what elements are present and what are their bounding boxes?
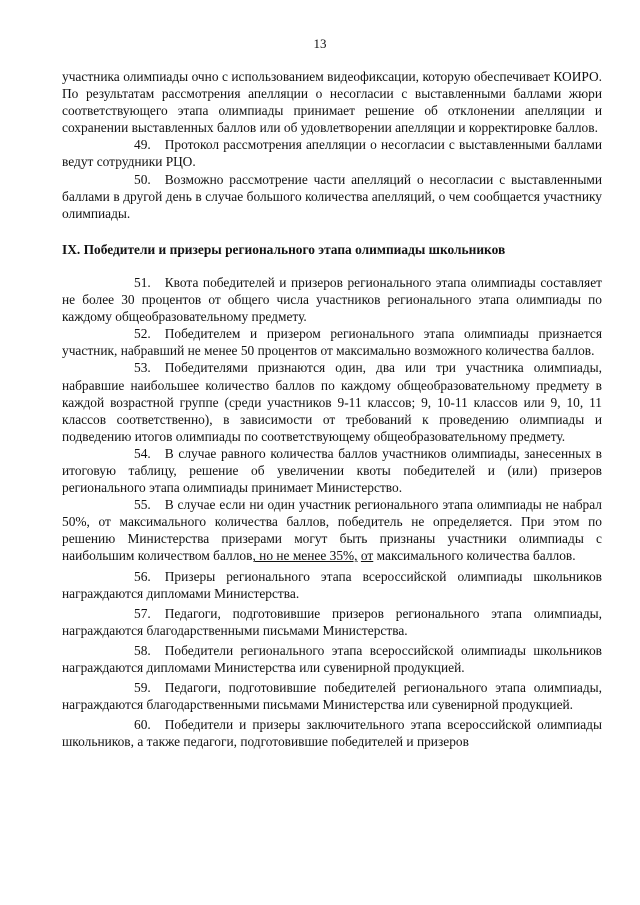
item-51: [62, 274, 602, 325]
item-text: Педагоги, подготовившие победителей регионального этапа олимпиады, награждаются благодарственными письмами Министерства или сувенирной продукцией.: [62, 680, 602, 713]
item-number: 49.: [134, 137, 151, 153]
item-54: [62, 445, 602, 496]
item-text: Призеры регионального этапа всероссийской олимпиады школьников награждаются дипломами Министерства.: [62, 568, 602, 601]
item-number: 58.: [134, 642, 151, 658]
item-57: [62, 605, 602, 639]
item-number: 54.: [134, 445, 151, 461]
item-text: Победителями признаются один, два или три участника олимпиады, набравшие наибольшее количество баллов по каждому общеобразовательному предмету в каждой возрастной группе (среди участников 9-11 классов; 9, 10-11 классов или 9, 10, 11 классов соответственно), в зависимости от требований к проведению олимпиады и подведению итогов олимпиады по соответствующему общеобразовательному предмету.: [62, 360, 602, 444]
item-number: 52.: [134, 326, 151, 342]
item-number: 55.: [134, 497, 151, 513]
item-text: В случае если ни один участник регионального этапа олимпиады не набрал 50%, от максимального количества баллов, победитель не определяется. При этом по решению Министерства призерами могут быть признаны участники олимпиады с наибольшим количеством баллов: [62, 497, 602, 564]
item-text: Квота победителей и призеров регионального этапа олимпиады составляет не более 30 процентов от общего числа участников регионального этапа олимпиады по каждому общеобразовательному предмету.: [62, 274, 602, 325]
item-number: 53.: [134, 360, 151, 376]
item-text: максимального количества баллов.: [373, 548, 576, 564]
item-56: [62, 568, 602, 602]
underlined-text: от: [360, 548, 374, 564]
item-text: Победители и призеры заключительного этапа всероссийской олимпиады школьников, а также педагоги, подготовившие победителей и призеров: [62, 717, 602, 750]
item-text: В случае равного количества баллов участников олимпиады, занесенных в итоговую таблицу, решение об увеличении квоты победителей и (или) призеров регионального этапа олимпиады принимает Министерство.: [62, 445, 602, 496]
page-number: 13: [313, 36, 327, 51]
item-55: [62, 496, 602, 564]
item-text: Победители регионального этапа всероссийской олимпиады школьников награждаются дипломами Министерства или сувенирной продукцией.: [62, 642, 602, 675]
item-text: Протокол рассмотрения апелляции о несогласии с выставленными баллами ведут сотрудники РЦО.: [62, 137, 602, 170]
item-text: Педагоги, подготовившие призеров регионального этапа олимпиады, награждаются благодарственными письмами Министерства.: [62, 605, 602, 638]
document-body: [62, 68, 602, 750]
item-number: 56.: [134, 568, 151, 584]
item-number: 59.: [134, 680, 151, 696]
item-60: [62, 716, 602, 750]
item-49: [62, 136, 602, 170]
item-number: 60.: [134, 717, 151, 733]
item-59: [62, 679, 602, 713]
item-text: Победителем и призером регионального этапа олимпиады признается участник, набравший не менее 50 процентов от максимально возможного количества баллов.: [62, 326, 602, 359]
item-53: [62, 359, 602, 444]
section-heading: IX. Победители и призеры регионального этапа олимпиады школьников: [62, 241, 506, 257]
underlined-text: , но не менее 35%,: [252, 548, 358, 564]
item-number: 50.: [134, 171, 151, 187]
continuation-paragraph: участника олимпиады очно с использованием видеофиксации, которую обеспечивает КОИРО. По результатам рассмотрения апелляции о несогласии с выставленными баллами жюри соответствующего этапа олимпиады принимает решение об отклонении апелляции и сохранении выставленных баллов или об удовлетворении апелляции и корректировке баллов.: [62, 69, 602, 136]
item-number: 51.: [134, 274, 151, 290]
item-52: [62, 325, 602, 359]
item-number: 57.: [134, 605, 151, 621]
item-58: [62, 642, 602, 676]
item-50: [62, 171, 602, 222]
item-text: Возможно рассмотрение части апелляций о несогласии с выставленными баллами в другой день в случае большого количества апелляций, о чем сообщается участнику олимпиады.: [62, 171, 602, 221]
